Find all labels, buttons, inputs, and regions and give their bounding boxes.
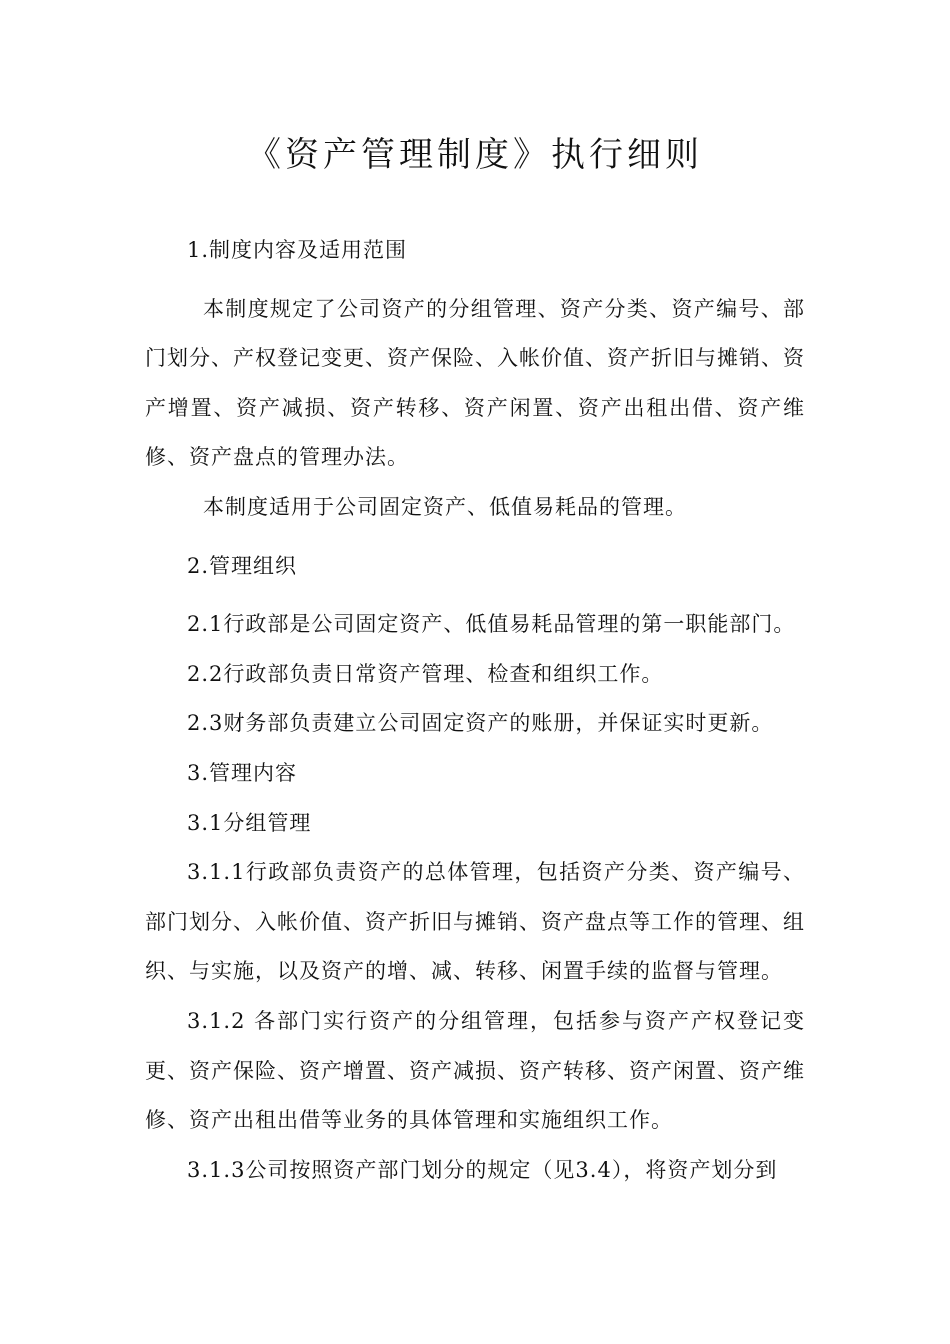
document-title: 《资产管理制度》执行细则 (247, 135, 703, 175)
section-heading: 3.管理内容 (187, 760, 298, 785)
clause-paragraph: 3.1.2 各部门实行资产的分组管理，包括参与资产产权登记变更、资产保险、资产增置、资产减损、资产转移、资产闲置、资产维修、资产出租出借等业务的具体管理和实施组织工作。 (145, 1008, 805, 1133)
clause-paragraph: 3.1.3公司按照资产部门划分的规定（见3.4），将资产划分到 (187, 1157, 778, 1182)
clause-paragraph: 3.1.1行政部负责资产的总体管理，包括资产分类、资产编号、部门划分、入帐价值、资产折旧与摊销、资产盘点等工作的管理、组织、与实施，以及资产的增、减、转移、闲置手续的监督与管理。 (145, 860, 805, 984)
body-paragraph: 本制度规定了公司资产的分组管理、资产分类、资产编号、部门划分、产权登记变更、资产保险、入帐价值、资产折旧与摊销、资产增置、资产减损、资产转移、资产闲置、资产出租出借、资产维修、资产盘点的管理办法。 (145, 296, 805, 470)
clause-paragraph: 2.1行政部是公司固定资产、低值易耗品管理的第一职能部门。 (187, 612, 796, 637)
clause-paragraph: 2.3财务部负责建立公司固定资产的账册，并保证实时更新。 (187, 711, 774, 736)
clause-paragraph: 2.2行政部负责日常资产管理、检查和组织工作。 (187, 661, 664, 686)
body-paragraph: 本制度适用于公司固定资产、低值易耗品的管理。 (203, 494, 687, 519)
section-heading: 1.制度内容及适用范围 (187, 238, 408, 262)
document-body (145, 226, 805, 1195)
section-heading: 2.管理组织 (187, 553, 298, 578)
subsection-heading: 3.1分组管理 (187, 810, 312, 835)
